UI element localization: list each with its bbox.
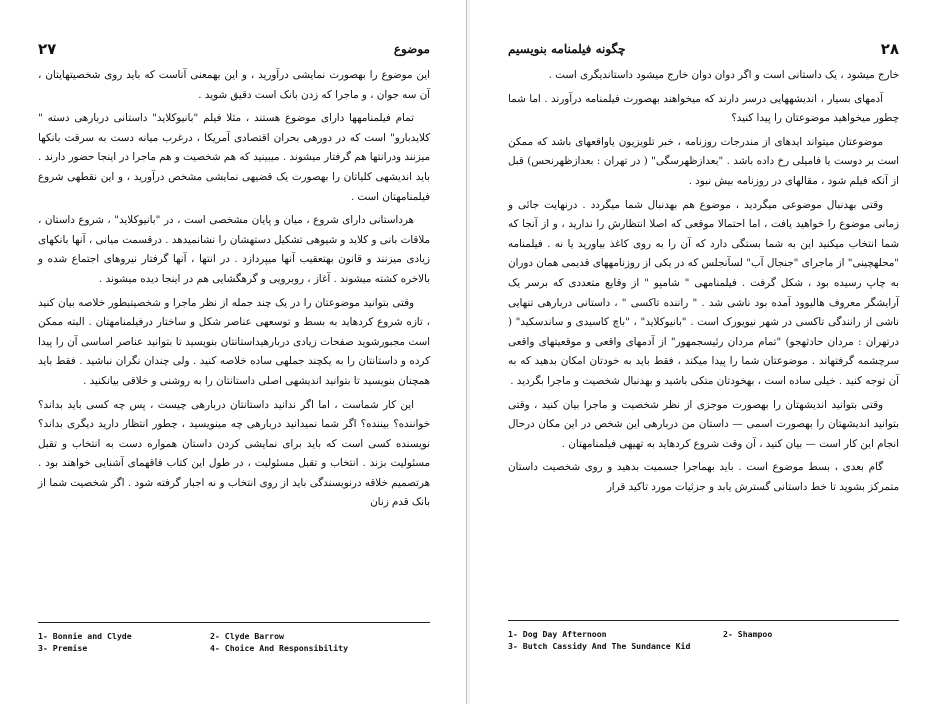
right-footnote-2: 2- Shampoo [723,629,773,639]
right-paragraph-5: وقتی بتوانید اندیشهتان را بهصورت موجزی از نظر شخصیت و ماجرا بیان کنید ، وقتی بتوانید اندیشهتان را بهصورت اسمی — داستان من دربارهی این شخص در این مکان درحال انجام این کار است — بیان کنید ، آن وقت شروع کردهاید به تهیهی فیلمنامهتان . [508,398,899,450]
left-paragraph-1: این موضوع را بهصورت نمایشی درآورید ، و این بهمعنی آناست که باید روی شخصیتهایتان ، آن سه جوان ، و ماجرا که زدن بانک است دقیق شوید . [38,69,430,101]
right-page-body [508,66,899,501]
left-page [0,0,468,704]
right-page [470,0,937,704]
left-footnotes [38,630,430,654]
right-paragraph-6: گام بعدی ، بسط موضوع است . باید بهماجرا جسمیت بدهید و روی شخصیت داستان متمرکز بشوید تا خط داستانی گسترش یابد و جزئیات مورد تاکید قرار [508,461,899,493]
right-running-title: چگونه فیلمنامه بنویسیم [508,42,626,56]
left-paragraph-4: وقتی بتوانید موضوعتان را در یک چند جمله از نظر ماجرا و شخصیتبطور خلاصه بیان کنید ، تازه شروع کردهاید به بسط و توسعهی عناصر شکل و ساختار درفیلمنامهتان . البته ممکن است مجبورشوید صفحات زیادی دربارهیداستانتان بنویسید تا بتوانید عناصر اساسی آن را پیدا کرده و داستانتان را به یکچند جملهی ساده خلاصه کنید . ولی چندان نگران نباشید . فقط باید همچنان بنویسید تا بتوانید اندیشهی اصلی داستانتان را به روشنی و خلاقی بیانکنید . [38,296,430,387]
left-paragraph-5: این کار شماست ، اما اگر ندانید داستانتان دربارهی چیست ، پس چه کسی باید بداند؟ خواننده؟ بیننده؟ اگر شما نمیدانید دربارهی چه مینویسید ، چطور انتظار دارید دیگری بداند؟ نویسنده کسی است که باید برای نمایشی کردن داستان همواره دست به انتخاب و تقبل مسئولیت بزند . انتخاب و تقبل مسئولیت ، در طول این کتاب فاقهمای آشنایی خواهند بود . هرتصمیم خلاقه درنویسندگی باید از روی انتخاب و نه اجبار گرفته شود . اگر شخصیت شما از بانک قدم زنان [38,398,430,509]
right-page-number: ۲۸ [880,40,899,58]
left-footnote-1: 1- Bonnie and Clyde [38,631,132,641]
left-paragraph-2: تمام فیلمنامهها دارای موضوع هستند ، مثلا فیلم "بانیوکلاید" داستانی دربارهی دسته " کلایدبارو" است که در دورهی بحران اقتصادی آمریکا ، درغرب میانه دست به سرقت بانکها میزنند ودرانتها هم گرفتار میشوند . میبینید که هم شخصیت و هم ماجرا در اینجا حضور دارند . باید اندیشهی کلیاتان را بهصورت یک قضیهی نمایشی مشخص درآورید ، و این نقطهی شروع فیلمنامهتان است . [38,112,430,203]
right-paragraph-3: موضوعتان میتواند ایدهای از مندرجات روزنامه ، خبر تلویزیون یاواقعهای باشد که ممکن است بر دوست یا فامیلی رخ داده باشد . "بعدازظهرسگی" ( در تهران : بعدازظهرنحس) قبل از آنکه فیلم شود ، مقالهای در روزنامه بیش نبود . [508,135,899,187]
right-page-header [508,40,899,60]
left-running-title: موضوع [393,42,430,56]
right-paragraph-4: وقتی بهدنبال موضوعی میگردید ، موضوع هم بهدنبال شما میگردد . درنهایت جائی و زمانی موضوع را خواهید یافت ، اما احتمالا موقعی که اصلا انتظارش را ندارید ، و از آنجا که شما انتخاب میکنید این به شما بستگی دارد که آن را به روی کاغذ بیاورید یا نه . فیلمنامه "محلهچینی" از ماجرای "جنجال آب" لسآنجلس که در یکی از روزنامههای قدیمی همان دوران به چاپ رسیده بود ، شکل گرفت . فیلمنامهی " شامپو " از وقایع متعددی که برسر یک آرایشگر معروف هالیوود آمده بود ناشی شد . " راننده تاکسی " ، داستانی دربارهی تنهایی ناشی از رانندگی تاکسی در شهر نیویورک است . "بانیوکلاید" ، "باچ کاسیدی و ساندسکید" ( درتهران : مردان حادثهجو) "تمام مردان رئیسجمهور" از آدمهای واقعی و موقعیتهای واقعی سرچشمه گرفتهاند . موضوعتان شما را پیدا میکند ، فقط باید به خودتان امکان بدهید که به آن توجه کنید . خیلی ساده است ، بهخودتان متکی باشید و بهدنبال شخصیت و ماجرا بگردید . [508,198,899,387]
left-footnote-3: 3- Premise [38,643,88,653]
left-paragraph-3: هرداستانی دارای شروع ، میان و پایان مشخصی است ، در "بانیوکلاید" ، شروع داستان ، ملاقات بانی و کلاید و شیوهی تشکیل دستهشان را نشانمیدهد . درقسمت میانی ، آنها بانکهای زیادی میزنند و قانون بهتعقیب آنها میپردازد . در انتها ، آنها گرفتار نیروهای اجتماع شده و بالاخره کشته میشوند . آغاز ، روبرویی و گرهگشایی هم در اینجا دیده میشوند . [38,214,430,285]
left-footnote-2: 2- Clyde Barrow [210,631,284,641]
right-footnote-divider [508,620,899,621]
left-footnote-divider [38,622,430,623]
left-page-body [38,66,430,517]
right-paragraph-2: آدمهای بسیار ، اندیشههایی درسر دارند که میخواهند بهصورت فیلمنامه درآورند . اما شما چطور میخواهید موضوعتان را پیدا کنید؟ [508,92,899,125]
right-paragraph-1: خارج میشود ، یک داستانی است و اگر دوان دوان خارج میشود داستاندیگری است . [548,69,899,81]
right-footnote-3: 3- Butch Cassidy And The Sundance Kid [508,641,691,651]
left-footnote-4: 4- Choice And Responsibility [210,643,349,653]
left-page-header [38,40,430,60]
left-page-number: ۲۷ [38,40,57,58]
right-footnote-1: 1- Dog Day Afternoon [508,629,607,639]
right-footnotes [508,628,899,652]
